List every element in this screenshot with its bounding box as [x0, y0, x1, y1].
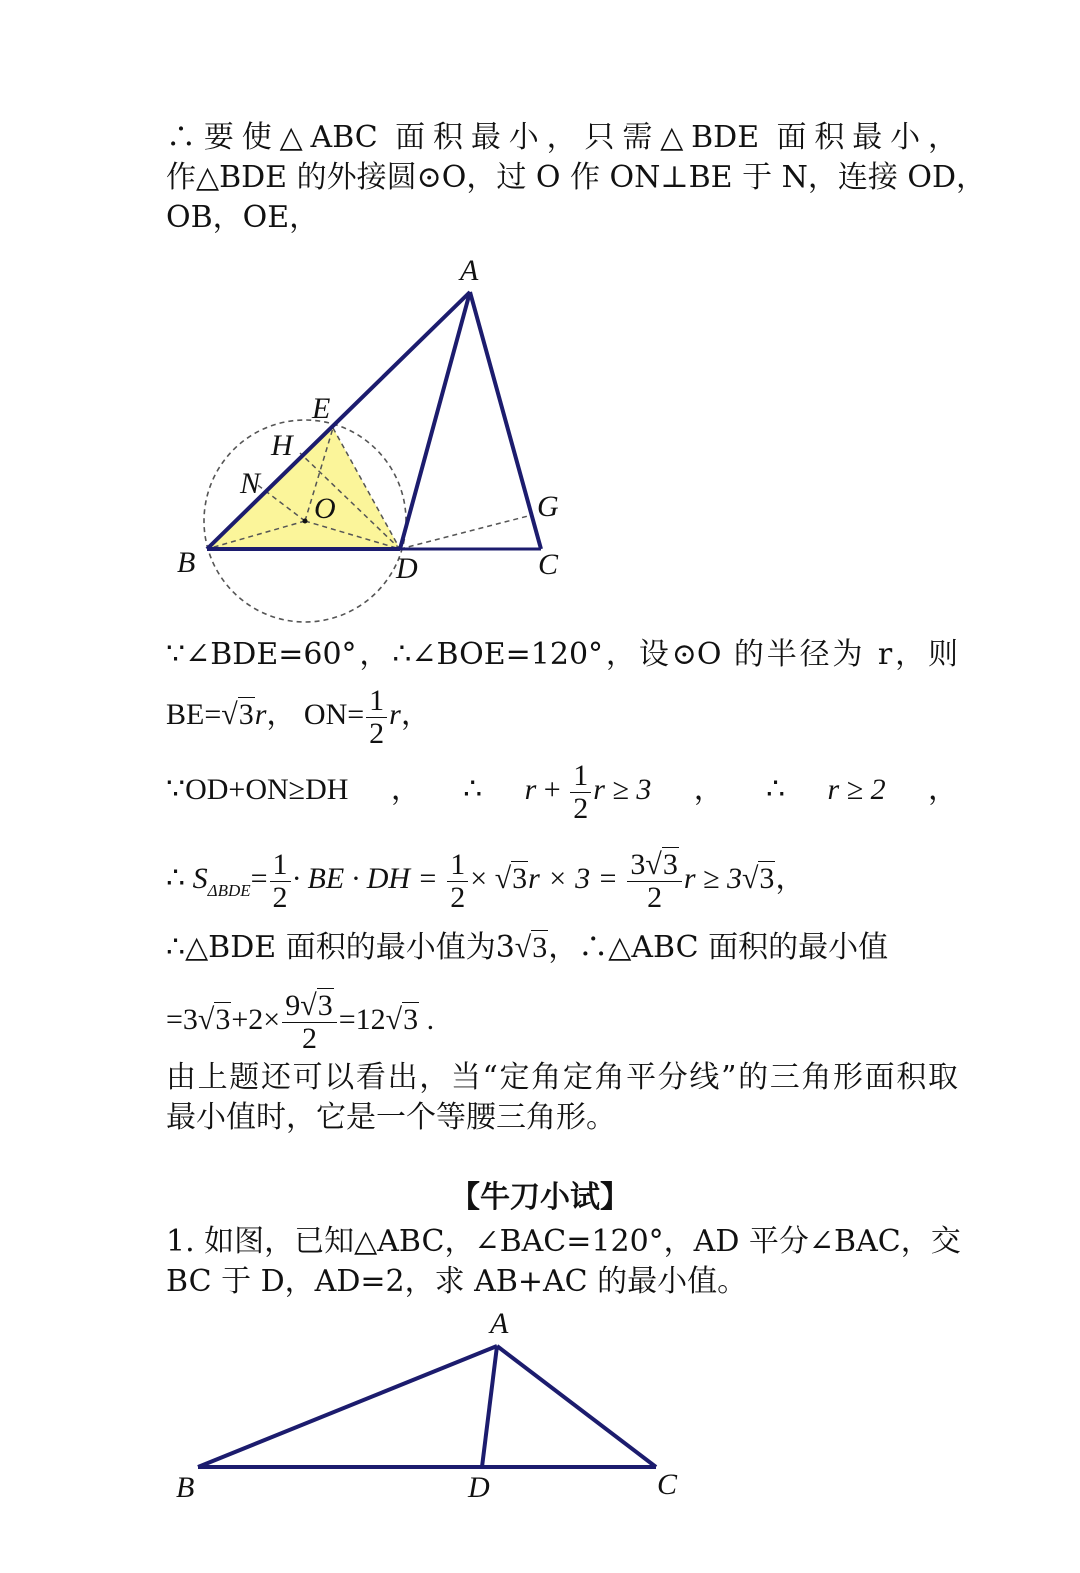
- segment-ad: [482, 1346, 497, 1467]
- exercise-line-2: BC 于 D，AD=2，求 AB+AC 的最小值。: [166, 1264, 748, 1299]
- label-b: B: [176, 1471, 195, 1504]
- exercise-line-1: 1. 如图，已知△ABC，∠BAC=120°，AD 平分∠BAC，交: [166, 1224, 961, 1259]
- solution-line-abc-value: =3√3+2× $\frac{9√3}{2}$ =12√3 .: [166, 984, 958, 1056]
- sqrt-3: √3: [741, 862, 775, 895]
- solution-line-be-on: BE=√3r， ON= $\frac{1}{2}$ r，: [166, 684, 431, 750]
- label-g: G: [537, 490, 559, 523]
- segment-ad: [400, 292, 470, 549]
- segment-ac: [470, 292, 541, 549]
- figure-2-diagram: [0, 1300, 1080, 1540]
- label-a: A: [490, 1307, 509, 1340]
- segment-ba: [198, 1346, 497, 1467]
- fraction-one-half: $\frac{1}{2}$: [447, 849, 468, 913]
- segment-dg: [400, 516, 528, 549]
- ineq-r-ge-2: r ≥ 2: [827, 773, 886, 806]
- section-heading: 【牛刀小试】: [450, 1180, 630, 1215]
- label-c: C: [538, 548, 559, 581]
- be-label: BE=: [166, 698, 222, 731]
- sqrt-3: √3: [514, 931, 548, 964]
- intro-line-3: OB，OE，: [166, 200, 320, 235]
- fraction-one-half: $\frac{1}{2}$: [570, 760, 591, 824]
- label-a: A: [460, 254, 479, 287]
- label-o: O: [314, 492, 336, 525]
- intro-line-1: ∴要使△ABC 面积最小，只需△BDE 面积最小，: [166, 120, 958, 155]
- label-d: D: [396, 552, 418, 585]
- sqrt-3: √3: [494, 862, 528, 895]
- sqrt-3: √3: [385, 1003, 419, 1036]
- remark-line-2: 最小值时，它是一个等腰三角形。: [166, 1100, 616, 1135]
- ineq-premise: ∵OD+ON≥DH: [166, 773, 349, 806]
- fraction-nine-root3-over-2: $\frac{9√3}{2}$: [282, 990, 336, 1054]
- fraction-one-half: $\frac{1}{2}$: [270, 849, 291, 913]
- label-n: N: [240, 467, 261, 500]
- label-h: H: [271, 429, 293, 462]
- fraction-one-half: $\frac{1}{2}$: [366, 685, 387, 749]
- sqrt-3: √3: [197, 1003, 231, 1036]
- fraction-three-root3-over-2: $\frac{3√3}{2}$: [627, 849, 681, 913]
- solution-line-minimum: ∴△BDE 面积的最小值为3√3，∴△ABC 面积的最小值: [166, 928, 958, 968]
- remark-line-1: 由上题还可以看出，当“定角定角平分线”的三角形面积取: [166, 1060, 958, 1095]
- triangle-bde-fill: [207, 428, 400, 549]
- label-c: C: [657, 1468, 678, 1501]
- segment-ac: [497, 1346, 656, 1467]
- label-d: D: [468, 1471, 490, 1504]
- center-dot-o: [303, 519, 308, 524]
- sqrt-3: √3: [221, 698, 254, 731]
- label-e: E: [312, 392, 331, 425]
- on-label: ON=: [303, 698, 365, 731]
- solution-line-inequality: ∵OD+ON≥DH ， ∴ r + $\frac{1}{2}$ r ≥ 3 ， ∴ r ≥ 2 ，: [166, 759, 958, 825]
- label-b: B: [177, 546, 196, 579]
- intro-line-2: 作△BDE 的外接圆⊙O，过 O 作 ON⊥BE 于 N，连接 OD，: [166, 160, 987, 195]
- area-symbol: S: [192, 862, 208, 895]
- solution-line-area: ∴ $S_{\Delta BDE}=$ $\frac{1}{2}$ · BE · DH = $\frac{1}{2}$ × √3r × 3 = $\frac{3√3}{2}$ r ≥ 3√3，: [166, 843, 958, 927]
- solution-line-1: ∵∠BDE=60°，∴∠BOE=120°，设⊙O 的半径为 r，则: [166, 637, 958, 672]
- ineq-r-plus-half-r: r + $\frac{1}{2}$ r ≥ 3: [524, 759, 652, 825]
- figure-1-diagram: [0, 250, 1080, 630]
